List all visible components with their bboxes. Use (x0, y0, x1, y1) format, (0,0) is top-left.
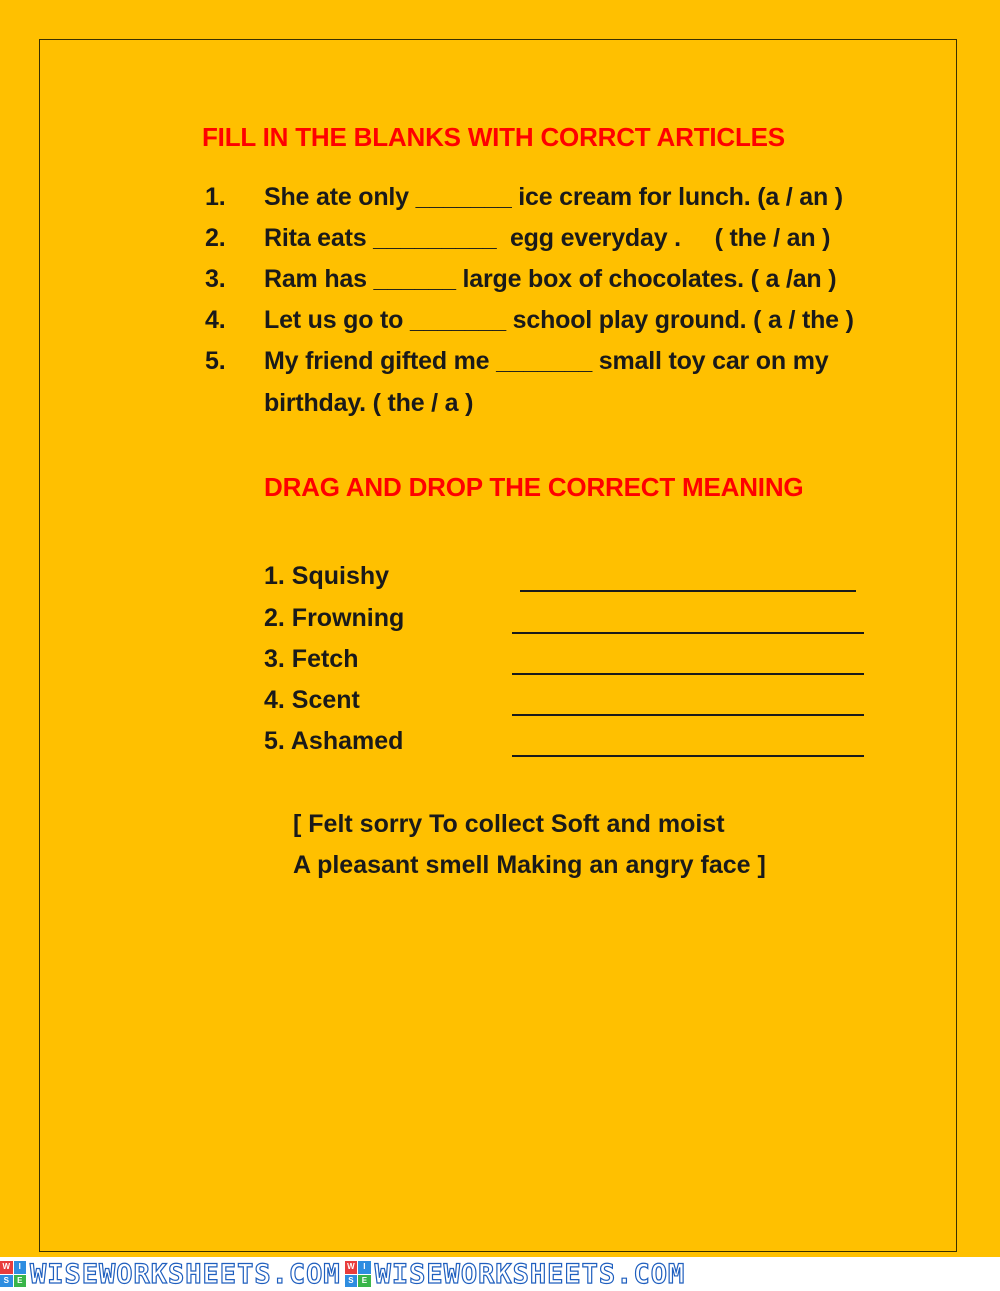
question-text: Let us go to _______ school play ground. ( a / the ) (264, 306, 854, 334)
answer-drop-zone[interactable] (512, 755, 864, 757)
question-text: Rita eats _________ egg everyday . ( the / an ) (264, 224, 831, 252)
section1-title: FILL IN THE BLANKS WITH CORRCT ARTICLES (202, 122, 785, 152)
wiseworksheets-logo-icon: W I S E (0, 1261, 26, 1287)
watermark-group (345, 1259, 686, 1290)
wiseworksheets-logo-icon: W I S E (345, 1261, 371, 1287)
match-word: 2. Frowning (264, 604, 405, 632)
question-text: birthday. ( the / a ) (264, 389, 474, 417)
question-text: She ate only _______ ice cream for lunch. (a / an ) (264, 183, 843, 211)
match-word: 1. Squishy (264, 562, 390, 590)
watermark-group (0, 1259, 341, 1290)
match-word: 5. Ashamed (264, 727, 404, 755)
page-border (39, 39, 957, 1252)
question-number: 4. (205, 306, 226, 334)
options-line-2: A pleasant smell Making an angry face ] (293, 851, 766, 879)
watermark-footer (0, 1257, 1000, 1291)
match-word: 3. Fetch (264, 645, 359, 673)
section2-title: DRAG AND DROP THE CORRECT MEANING (264, 472, 804, 502)
question-number: 1. (205, 183, 226, 211)
question-number: 3. (205, 265, 226, 293)
watermark-text: WISEWORKSHEETS.COM (30, 1258, 341, 1290)
answer-drop-zone[interactable] (512, 714, 864, 716)
options-line-1: [ Felt sorry To collect Soft and moist (293, 810, 725, 838)
watermark-text: WISEWORKSHEETS.COM (374, 1258, 686, 1290)
question-number: 2. (205, 224, 226, 252)
answer-drop-zone[interactable] (512, 632, 864, 634)
question-number: 5. (205, 347, 226, 375)
answer-drop-zone[interactable] (512, 673, 864, 675)
question-text: Ram has ______ large box of chocolates. ( a /an ) (264, 265, 837, 293)
question-text: My friend gifted me _______ small toy car on my (264, 347, 829, 375)
answer-drop-zone[interactable] (520, 590, 856, 592)
match-word: 4. Scent (264, 686, 360, 714)
